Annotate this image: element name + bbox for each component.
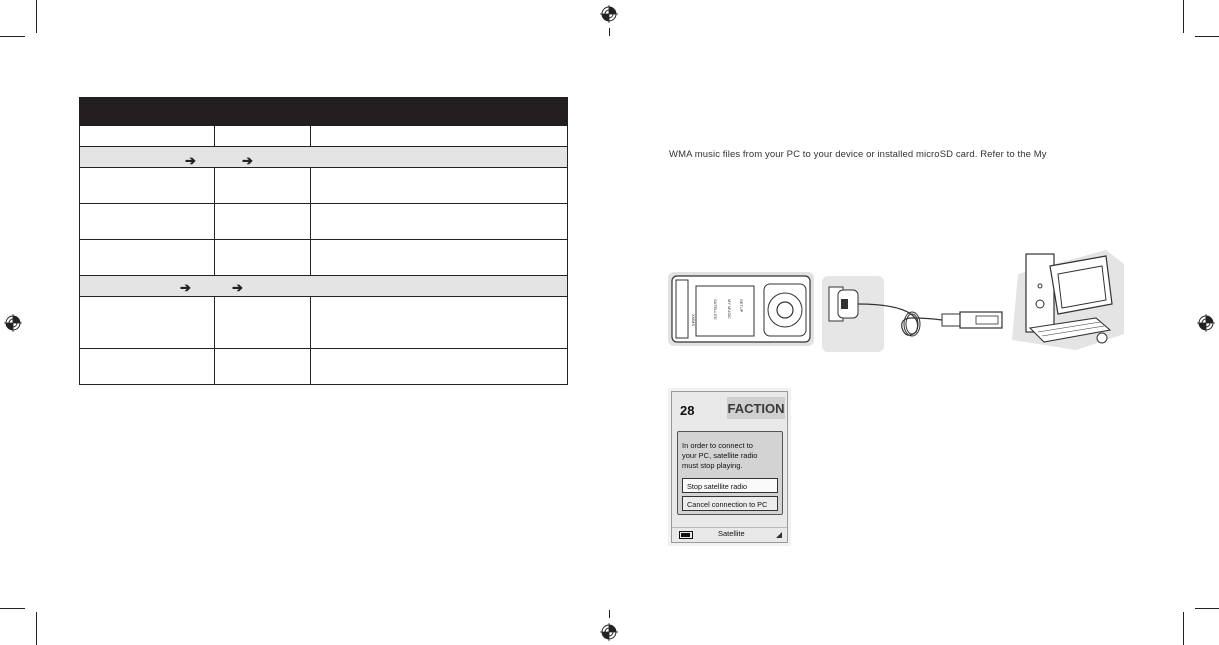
table-row	[80, 349, 568, 385]
dialog-message-line: your PC, satellite radio	[682, 451, 758, 460]
crop-mark	[36, 612, 37, 645]
crop-mark	[0, 36, 25, 37]
table-section-row	[80, 147, 568, 168]
table-header-row	[80, 98, 568, 126]
channel-logo	[727, 397, 785, 419]
svg-text:FACTION: FACTION	[727, 401, 785, 416]
table-row	[80, 168, 568, 204]
cancel-connection-option[interactable]: Cancel connection to PC	[682, 496, 778, 511]
crop-mark	[609, 28, 610, 36]
computer-icon	[1012, 250, 1124, 350]
svg-text:SATELLITE: SATELLITE	[713, 299, 718, 320]
arrow-icon: ➔	[232, 280, 243, 295]
channel-number: 28	[680, 403, 695, 418]
svg-text:XMMS: XMMS	[691, 314, 696, 326]
registration-mark-icon	[600, 5, 618, 23]
crop-mark	[1183, 612, 1184, 645]
arrow-icon: ➔	[242, 153, 253, 168]
table-row	[80, 240, 568, 276]
table-row	[80, 204, 568, 240]
signal-icon	[776, 532, 782, 538]
registration-mark-icon	[4, 314, 22, 332]
dialog-message	[682, 441, 782, 471]
table-section-row	[80, 276, 568, 297]
registration-mark-icon	[600, 623, 618, 641]
crop-mark	[1195, 36, 1219, 37]
settings-table	[79, 97, 568, 385]
dialog-message-line: In order to connect to	[682, 441, 753, 450]
status-bar	[672, 527, 787, 542]
svg-text:SETUP: SETUP	[739, 299, 744, 313]
arrow-icon: ➔	[180, 280, 191, 295]
confirm-dialog	[677, 431, 783, 515]
crop-mark	[0, 608, 25, 609]
arrow-icon: ➔	[185, 153, 196, 168]
battery-icon	[679, 531, 693, 539]
crop-mark	[609, 610, 610, 618]
table-row	[80, 126, 568, 147]
table-row	[80, 297, 568, 349]
registration-mark-icon	[1197, 314, 1215, 332]
usb-cable-icon	[822, 276, 1002, 352]
crop-mark	[1183, 0, 1184, 33]
pc-connection-illustration	[666, 244, 1126, 352]
crop-mark	[1195, 608, 1219, 609]
source-label: Satellite	[718, 529, 745, 538]
dialog-message-line: must stop playing.	[682, 461, 743, 470]
device-screen	[671, 391, 788, 543]
svg-text:MY MUSIC: MY MUSIC	[727, 299, 732, 319]
stop-satellite-radio-option[interactable]: Stop satellite radio	[682, 478, 778, 493]
radio-device-icon	[668, 272, 814, 346]
body-text: WMA music files from your PC to your device or installed microSD card. Refer to the My	[669, 149, 1047, 160]
crop-mark	[36, 0, 37, 33]
